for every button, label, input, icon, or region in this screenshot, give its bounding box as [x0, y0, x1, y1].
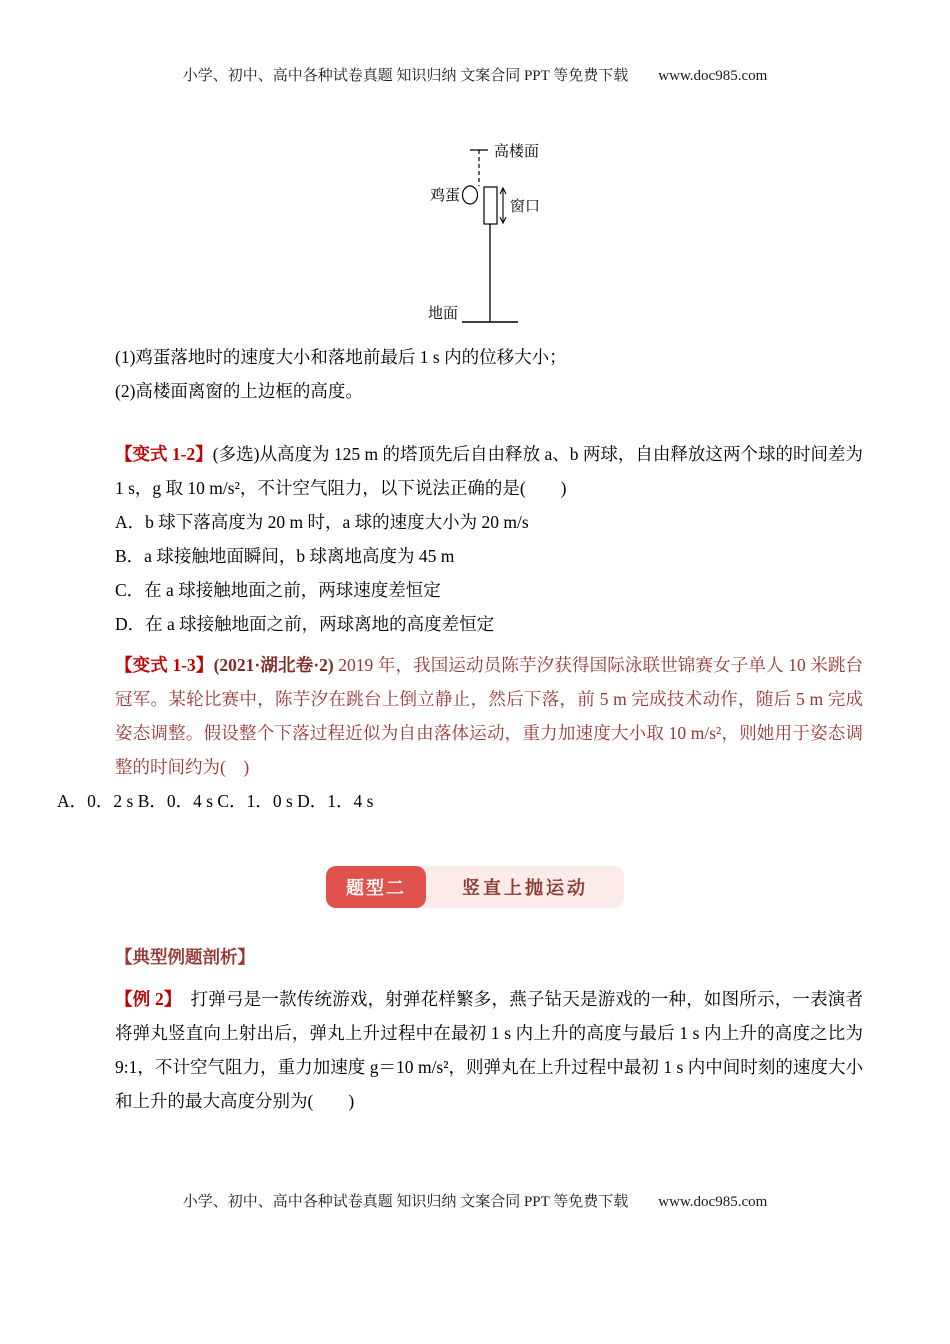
label-ground: 地面	[427, 306, 458, 322]
topic-badge	[326, 866, 624, 908]
label-roof: 高楼面	[494, 144, 540, 160]
example-2-block	[115, 982, 863, 1118]
question-part-2: (2)高楼面离窗的上边框的高度。	[115, 381, 363, 401]
figure-free-fall	[400, 136, 630, 341]
variant-1-3-stem	[115, 648, 863, 784]
variant-1-2-tag: 【变式 1-2】	[115, 444, 213, 464]
window-rect	[484, 187, 497, 224]
topic-badge-row	[0, 866, 950, 908]
label-egg: 鸡蛋	[429, 188, 460, 204]
page-header	[0, 64, 950, 85]
option-a: A．b 球下落高度为 20 m 时，a 球的速度大小为 20 m/s	[115, 512, 529, 532]
example-2-text: 打弹弓是一款传统游戏，射弹花样繁多，燕子钻天是游戏的一种，如图所示，一表演者将弹丸竖直向上射出后，弹丸上升过程中在最初 1 s 内上升的高度与最后 1 s 内上升的高度之比为 9:1，不计空气阻力，重力加速度 g＝10 m/s²，则弹丸在上升过程中最初 1 s 内中间时刻的速度大小和上升的最大高度分别为( )	[115, 989, 864, 1111]
question-part-1: (1)鸡蛋落地时的速度大小和落地前最后 1 s 内的位移大小；	[115, 347, 567, 367]
topic-badge-title: 竖直上抛运动	[462, 878, 588, 898]
variant-1-3-tag: 【变式 1-3】	[115, 655, 214, 675]
variant-1-2-block	[115, 437, 863, 641]
footer-promo-text: 小学、初中、高中各种试卷真题 知识归纳 文案合同 PPT 等免费下载	[182, 1194, 629, 1210]
option-b: B．a 球接触地面瞬间，b 球离地高度为 45 m	[115, 546, 455, 566]
variant-1-3-block	[57, 648, 864, 818]
page-footer	[0, 1190, 950, 1211]
variant-1-3-text: 2019 年，我国运动员陈芋汐获得国际泳联世锦赛女子单人 10 米跳台冠军。某轮比赛中，陈芋汐在跳台上倒立静止，然后下落，前 5 m 完成技术动作，随后 5 m 完成姿态调整。假设整个下落过程近似为自由落体运动，重力加速度大小取 10 m/s²，则她用于姿态调整的时间约为( )	[115, 655, 864, 777]
header-site-url: www.doc985.com	[658, 68, 768, 84]
label-window: 窗口	[510, 199, 541, 215]
variant-1-3-options-line: A．0．2 s B．0．4 s C．1．0 s D．1．4 s	[57, 791, 374, 811]
option-c: C．在 a 球接触地面之前，两球速度差恒定	[115, 580, 441, 600]
footer-site-url: www.doc985.com	[658, 1194, 768, 1210]
variant-1-2-text: (多选)从高度为 125 m 的塔顶先后自由释放 a、b 两球，自由释放这两个球的时间差为 1 s，g 取 10 m/s²，不计空气阻力，以下说法正确的是( )	[115, 444, 863, 498]
variant-1-2-options	[115, 505, 863, 641]
header-promo-text: 小学、初中、高中各种试卷真题 知识归纳 文案合同 PPT 等免费下载	[182, 68, 629, 84]
section-analysis-header: 【典型例题剖析】	[115, 947, 255, 967]
option-d: D．在 a 球接触地面之前，两球离地的高度差恒定	[115, 614, 495, 634]
variant-1-2-stem	[115, 437, 863, 505]
variant-1-3-source: (2021·湖北卷·2)	[213, 655, 334, 675]
example-2-tag: 【例 2】	[115, 989, 173, 1009]
free-fall-diagram	[400, 136, 630, 336]
topic-badge-label: 题型二	[326, 866, 426, 908]
egg-shape	[463, 186, 478, 204]
